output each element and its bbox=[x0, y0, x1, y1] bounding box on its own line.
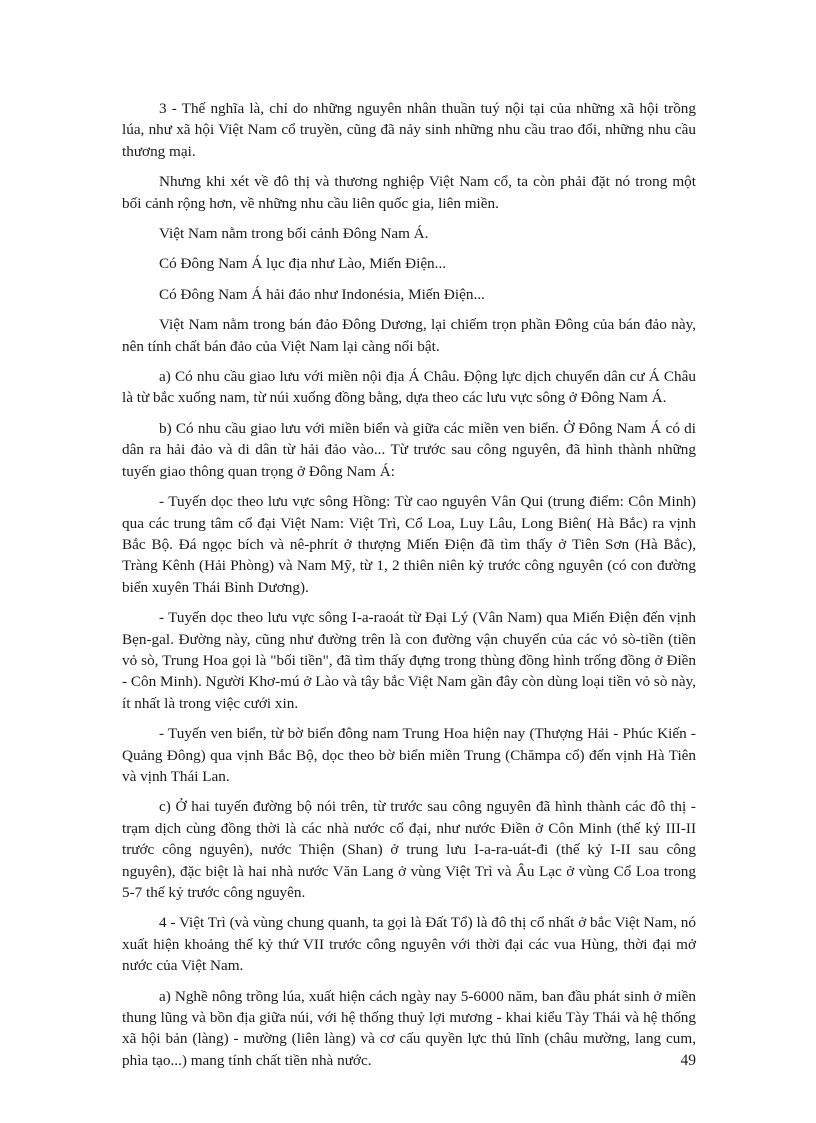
paragraph-10: - Tuyến dọc theo lưu vực sông I-a-raoát từ Đại Lý (Vân Nam) qua Miến Điện đến vịnh Bẹn-gal. Đường này, cũng như đường trên là con đường vận chuyển của các vỏ sò-tiền (tiền vỏ sò, Trung Hoa gọi là "bối tiền", đã tìm thấy đựng trong thùng đồng hình trống đồng ở Điền - Côn Minh). Người Khơ-mú ở Lào và tây bắc Việt Nam gần đây còn dùng loại tiền vỏ sò này, ít nhất là trong việc cưới xin. bbox=[122, 609, 696, 712]
paragraph-14: a) Nghề nông trồng lúa, xuất hiện cách ngày nay 5-6000 năm, ban đầu phát sinh ở miền thung lũng và bồn địa giữa núi, với hệ thống thuỷ lợi mương - khai kiểu Tày Thái và hệ thống xã hội bản (làng) - mường (liên làng) và cơ cấu quyền lực thủ lĩnh (châu mường, lang cum, phìa tạo...) mang tính chất tiền nhà nước. bbox=[122, 987, 696, 1069]
paragraph-8: b) Có nhu cầu giao lưu với miền biển và giữa các miền ven biển. Ở Đông Nam Á có di dân ra hải đảo và di dân từ hải đảo vào... Từ trước sau công nguyên, đã hình thành những tuyến giao thông quan trọng ở Đông Nam Á: bbox=[122, 419, 696, 480]
paragraph-4: Có Đông Nam Á lục địa như Lào, Miến Điện... bbox=[159, 255, 447, 273]
paragraph-5: Có Đông Nam Á hải đảo như Indonésia, Miến Điện... bbox=[159, 285, 485, 303]
paragraph-9: - Tuyến dọc theo lưu vực sông Hồng: Từ cao nguyên Vân Qui (trung điểm: Côn Minh) qua các trung tâm cổ đại Việt Nam: Việt Trì, Cổ Loa, Luy Lâu, Long Biên( Hà Bắc) ra vịnh Bắc Bộ. Đá ngọc bích và nê-phrít ở thượng Miến Điện đã tìm thấy ở Tiên Sơn (Hà Bắc), Tràng Kênh (Hải Phòng) và Nam Mỹ, từ 1, 2 thiên niên kỷ trước công nguyên (có con đường biển xuyên Thái Bình Dương). bbox=[122, 493, 696, 596]
paragraph-7: a) Có nhu cầu giao lưu với miền nội địa Á Châu. Động lực dịch chuyển dân cư Á Châu là từ bắc xuống nam, từ núi xuống đồng bằng, dựa theo các lưu vực sông ở Đông Nam Á. bbox=[122, 368, 696, 407]
paragraph-3: Việt Nam nằm trong bối cảnh Đông Nam Á. bbox=[159, 225, 429, 243]
page-number: 49 bbox=[680, 1052, 696, 1069]
paragraph-1: 3 - Thế nghĩa là, chỉ do những nguyên nhân thuần tuý nội tại của những xã hội trồng lúa, như xã hội Việt Nam cổ truyền, cũng đã nảy sinh những nhu cầu trao đổi, những nhu cầu thương mại. bbox=[122, 100, 696, 160]
paragraph-2: Nhưng khi xét về đô thị và thương nghiệp Việt Nam cổ, ta còn phải đặt nó trong một bối cảnh rộng hơn, về những nhu cầu liên quốc gia, liên miền. bbox=[122, 173, 696, 212]
page-body bbox=[122, 98, 696, 1080]
paragraph-6: Việt Nam nằm trong bán đảo Đông Dương, lại chiếm trọn phần Đông của bán đảo này, nên tính chất bán đảo của Việt Nam lại càng nổi bật. bbox=[122, 316, 696, 355]
paragraph-11: - Tuyến ven biển, từ bờ biển đông nam Trung Hoa hiện nay (Thượng Hải - Phúc Kiến - Quảng Đông) qua vịnh Bắc Bộ, dọc theo bờ biển miền Trung (Chămpa cổ) đến vịnh Hà Tiên và vịnh Thái Lan. bbox=[122, 725, 696, 785]
paragraph-13: 4 - Việt Trì (và vùng chung quanh, ta gọi là Đất Tổ) là đô thị cổ nhất ở bắc Việt Nam, nó xuất hiện khoảng thế kỷ thứ VII trước công nguyên với thời đại các vua Hùng, thời đại mở nước của Việt Nam. bbox=[122, 914, 696, 975]
paragraph-12: c) Ở hai tuyến đường bộ nói trên, từ trước sau công nguyên đã hình thành các đô thị - trạm dịch cùng đồng thời là các nhà nước cổ đại, như nước Điền ở Côn Minh (thế kỷ III-II trước công nguyên), nước Thiện (Shan) ở trung lưu I-a-ra-uát-đi (thế kỷ I-II sau công nguyên), đặc biệt là hai nhà nước Văn Lang ở vùng Việt Trì và Âu Lạc ở vùng Cổ Loa trong 5-7 thế kỷ trước công nguyên. bbox=[122, 798, 696, 901]
